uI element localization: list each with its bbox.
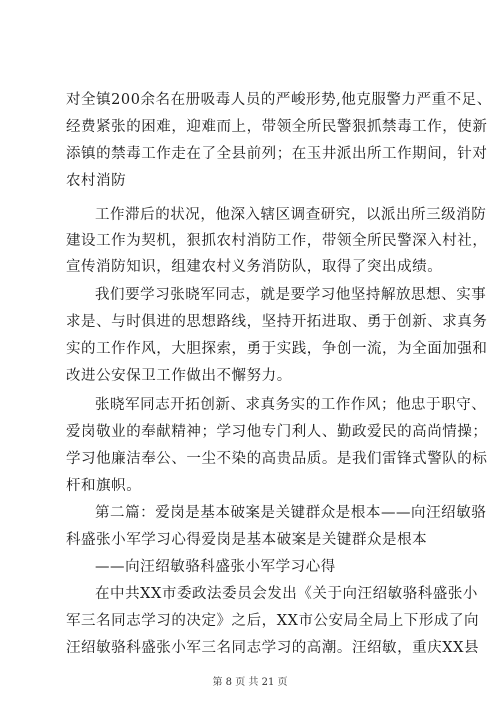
page-number-footer: 第 8 页 共 21 页 — [212, 677, 288, 688]
text-line: 实的工作作风，大胆探索，勇于实践，争创一流，为全面加强和 — [66, 341, 488, 357]
text-line: 农村消防 — [66, 173, 127, 189]
text-line: 张晓军同志开拓创新、求真务实的工作作风；他忠于职守、 — [95, 397, 487, 413]
text-line: 爱岗敬业的奉献精神；学习他专门利人、勤政爱民的高尚情操； — [66, 424, 488, 440]
text-line: 军三名同志学习的决定》之后，XX市公安局全局上下形成了向 — [66, 613, 480, 629]
section-heading: 科盛张小军学习心得爱岗是基本破案是关键群众是根本 — [66, 532, 428, 548]
text-line: 建设工作为契机，狠抓农村消防工作，带领全所民警深入村社， — [66, 233, 488, 249]
text-line: 经费紧张的困难，迎难而上，带领全所民警狠抓禁毒工作，使新 — [66, 119, 488, 135]
text-line: 我们要学习张晓军同志，就是要学习他坚持解放思想、实事 — [95, 287, 487, 303]
section-subtitle: ——向汪绍敏骆科盛张小军学习心得 — [95, 559, 336, 575]
text-line: 求是、与时俱进的思想路线，坚持开拓进取、勇于创新、求真务 — [66, 314, 488, 330]
text-line: 杆和旗帜。 — [66, 478, 142, 494]
text-line: 工作滞后的状况，他深入辖区调查研究，以派出所三级消防 — [95, 207, 487, 223]
text-line: 在中共XX市委政法委员会发出《关于向汪绍敏骆科盛张小 — [95, 586, 478, 602]
text-line: 汪绍敏骆科盛张小军三名同志学习的高潮。汪绍敏，重庆XX县 — [66, 640, 480, 656]
text-line: 添镇的禁毒工作走在了全县前列；在玉井派出所工作期间，针对 — [66, 146, 488, 162]
text-line: 宣传消防知识，组建农村义务消防队，取得了突出成绩。 — [66, 259, 443, 275]
text-line: 改进公安保卫工作做出不懈努力。 — [66, 368, 292, 384]
section-heading: 第二篇：爱岗是基本破案是关键群众是根本——向汪绍敏骆 — [95, 505, 487, 521]
text-line: 对全镇200余名在册吸毒人员的严峻形势,他克服警力严重不足、 — [66, 92, 492, 108]
text-line: 学习他廉洁奉公、一尘不染的高贵品质。是我们雷锋式警队的标 — [66, 451, 488, 467]
